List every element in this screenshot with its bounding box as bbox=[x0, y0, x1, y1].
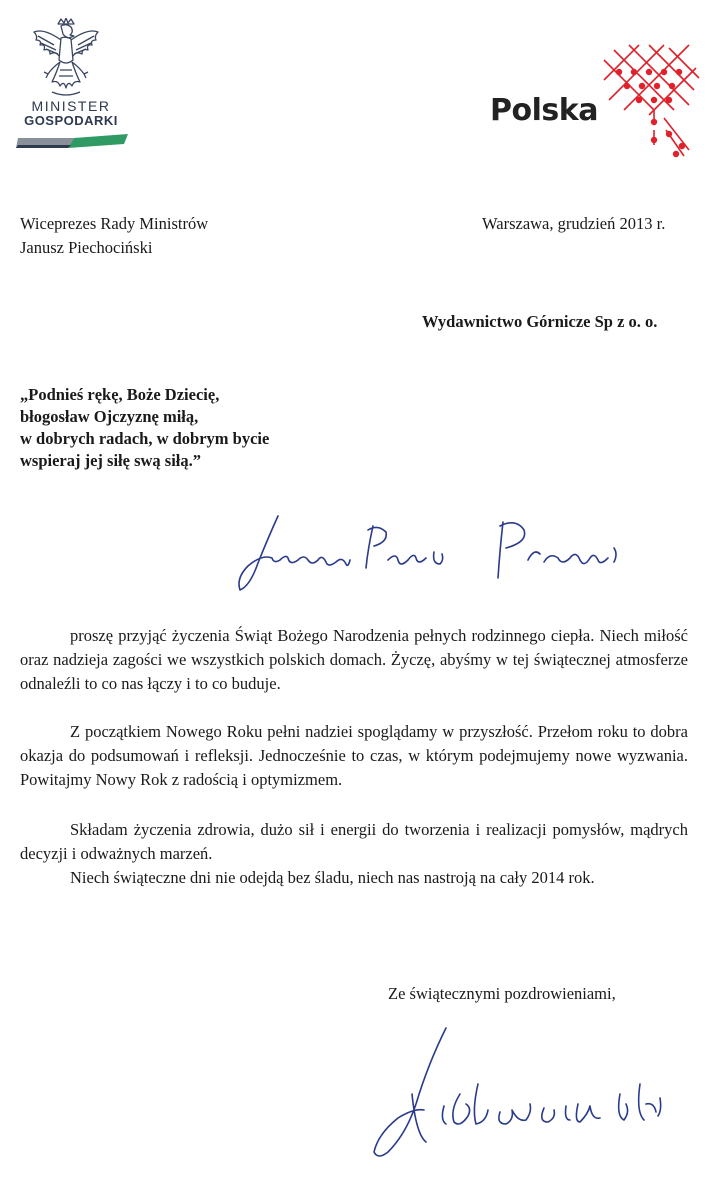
logo-color-stripe bbox=[16, 134, 128, 148]
body-paragraph: Niech świąteczne dni nie odejdą bez śladu, niech nas nastroją na cały 2014 rok. bbox=[70, 868, 595, 887]
closing-salutation: Ze świątecznymi pozdrowieniami, bbox=[388, 984, 616, 1003]
signature bbox=[368, 1024, 668, 1164]
quote-line: „Podnieś rękę, Boże Dziecię, bbox=[20, 385, 220, 404]
eagle-emblem-icon bbox=[30, 18, 102, 100]
quote-line: w dobrych radach, w dobrym bycie bbox=[20, 429, 270, 448]
quote-line: wspieraj jej siłę swą siłą.” bbox=[20, 451, 202, 470]
polska-logo-word: Polska bbox=[490, 93, 598, 128]
recipient: Wydawnictwo Górnicze Sp z o. o. bbox=[422, 312, 658, 331]
logo-minister-text: MINISTER bbox=[31, 98, 111, 114]
polska-kite-icon bbox=[594, 40, 704, 160]
sender-title: Wiceprezes Rady Ministrów bbox=[20, 214, 209, 233]
logo-gospodarki-text: GOSPODARKI bbox=[24, 113, 118, 128]
quote-line: błogosław Ojczyznę miłą, bbox=[20, 407, 199, 426]
place-and-date: Warszawa, grudzień 2013 r. bbox=[482, 214, 666, 233]
body-paragraph: proszę przyjąć życzenia Świąt Bożego Narodzenia pełnych rodzinnego ciepła. Niech miłość oraz nadzieja zagości we wszystkich polskich domach. Życzę, abyśmy w tej świątecznej atmosferze odnaleźli to co nas łączy i to co buduje. bbox=[20, 626, 688, 693]
handwritten-greeting bbox=[228, 508, 628, 598]
body-paragraph: Składam życzenia zdrowia, dużo sił i energii do tworzenia i realizacji pomysłów, mądrych decyzji i odważnych marzeń. bbox=[20, 820, 688, 863]
sender-name: Janusz Piechociński bbox=[20, 238, 153, 257]
body-paragraph: Z początkiem Nowego Roku pełni nadziei spoglądamy w przyszłość. Przełom roku to dobra okazja do podsumowań i refleksji. Jednocześnie to czas, w którym podejmujemy nowe wyzwania. Powitajmy Nowy Rok z radością i optymizmem. bbox=[20, 722, 688, 789]
